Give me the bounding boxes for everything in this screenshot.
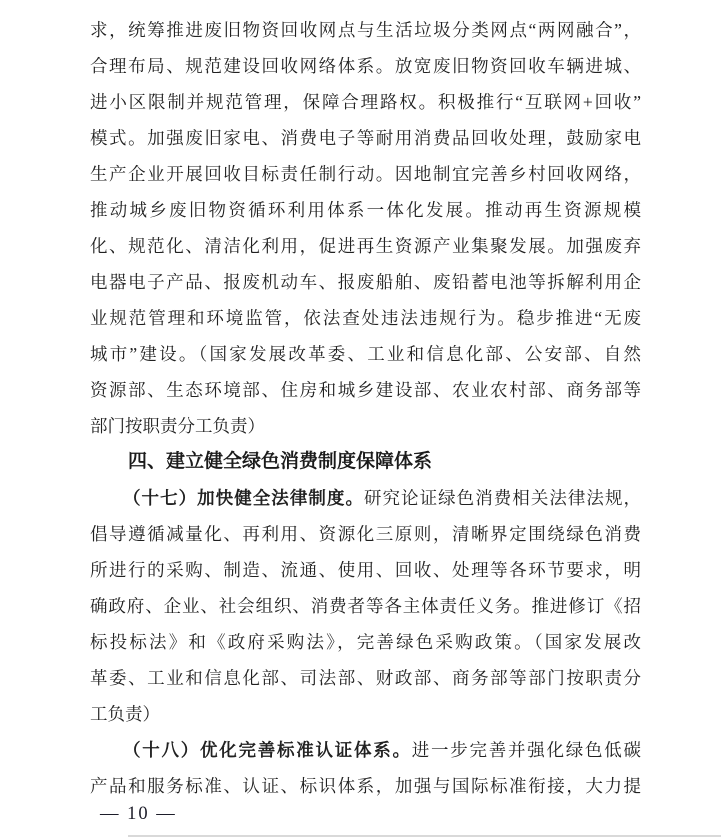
text-block xyxy=(90,12,641,804)
paragraph-end-line: 工负责） xyxy=(90,704,160,724)
body-line: 业规范管理和环境监管，依法查处违法违规行为。稳步推进“无废 xyxy=(90,308,641,328)
body-line: 产品和服务标准、认证、标识体系，加强与国际标准衔接，大力提 xyxy=(90,776,641,796)
item-17-rest: 研究论证绿色消费相关法律法规， xyxy=(363,488,642,508)
body-line: 模式。加强废旧家电、消费电子等耐用消费品回收处理，鼓励家电 xyxy=(90,128,641,148)
body-line: 电器电子产品、报废机动车、报废船舶、废铅蓄电池等拆解利用企 xyxy=(90,272,641,292)
scan-edge-artifact xyxy=(128,835,721,837)
body-line: 求，统筹推进废旧物资回收网点与生活垃圾分类网点“两网融合”， xyxy=(90,20,641,40)
body-line: 确政府、企业、社会组织、消费者等各主体责任义务。推进修订《招 xyxy=(90,596,641,616)
body-line: 资源部、生态环境部、住房和城乡建设部、农业农村部、商务部等 xyxy=(90,380,641,400)
body-line: 倡导遵循减量化、再利用、资源化三原则，清晰界定围绕绿色消费 xyxy=(90,524,641,544)
body-line: 合理布局、规范建设回收网络体系。放宽废旧物资回收车辆进城、 xyxy=(90,56,641,76)
body-line: 推动城乡废旧物资循环利用体系一体化发展。推动再生资源规模 xyxy=(90,200,641,220)
item-18-lead: （十八）优化完善标准认证体系。 xyxy=(123,740,412,760)
item-18-rest: 进一步完善并强化绿色低碳 xyxy=(411,740,641,760)
item-17-first-line xyxy=(90,480,641,516)
section-heading: 四、建立健全绿色消费制度保障体系 xyxy=(128,451,433,472)
body-line: 标投标法》和《政府采购法》，完善绿色采购政策。（国家发展改 xyxy=(90,632,641,652)
page-number: — 10 — xyxy=(100,804,177,824)
body-line: 革委、工业和信息化部、司法部、财政部、商务部等部门按职责分 xyxy=(90,668,641,688)
body-line: 进小区限制并规范管理，保障合理路权。积极推行“互联网+回收” xyxy=(90,92,641,112)
body-line: 城市”建设。（国家发展改革委、工业和信息化部、公安部、自然 xyxy=(90,344,641,364)
body-line: 生产企业开展回收目标责任制行动。因地制宜完善乡村回收网络， xyxy=(90,164,641,184)
item-17-lead: （十七）加快健全法律制度。 xyxy=(123,488,364,508)
body-line: 所进行的采购、制造、流通、使用、回收、处理等各环节要求，明 xyxy=(90,560,641,580)
item-18-first-line xyxy=(90,732,641,768)
paragraph-end-line: 部门按职责分工负责） xyxy=(90,416,265,436)
body-line: 化、规范化、清洁化利用，促进再生资源产业集聚发展。加强废弃 xyxy=(90,236,641,256)
